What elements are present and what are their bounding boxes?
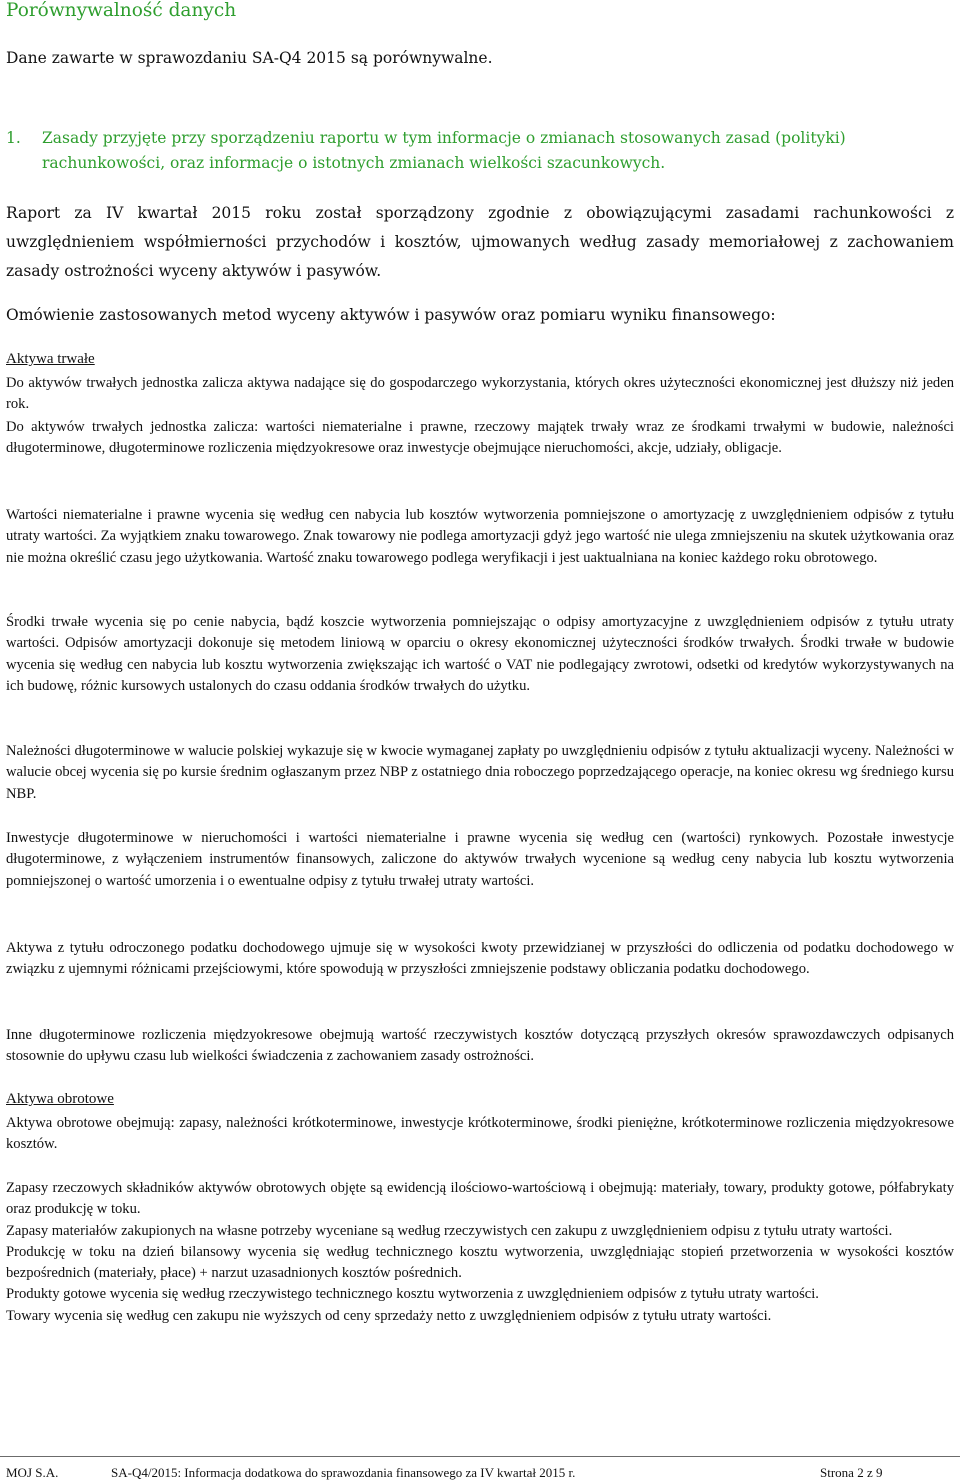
zapasy-paragraph: Produkty gotowe wycenia się według rzeczywistego technicznego kosztu wytworzenia z uwzględnieniem odpisów z tytułu utraty wartości. xyxy=(6,1286,819,1303)
aktywa-trwale-heading: Aktywa trwałe xyxy=(6,351,95,367)
section-heading-line-2: rachunkowości, oraz informacje o istotnych zmianach wielkości szacunkowych. xyxy=(42,154,666,172)
zapasy-paragraph: Zapasy rzeczowych składników aktywów obrotowych objęte są ewidencją ilościowo-wartościową i obejmują: materiały, towary, produkty gotowe, półfabrykaty oraz produkcję w toku. xyxy=(6,1180,954,1218)
footer-report-title: SA-Q4/2015: Informacja dodatkowa do sprawozdania finansowego za IV kwartał 2015 r. xyxy=(111,1465,576,1480)
zapasy-paragraph: Produkcję w toku na dzień bilansowy wycenia się według technicznego kosztu wytworzenia, uwzględniając stopień przetworzenia w wysokości kosztów bezpośrednich (materiały, płace) + narzut uzasadnionych kosztów pośrednich. xyxy=(6,1243,954,1282)
zapasy-paragraph: Towary wycenia się według cen zakupu nie wyższych od ceny sprzedaży netto z uwzględnieniem odpisów z tytułu utraty wartości. xyxy=(6,1307,772,1324)
aktywa-obrotowe-heading: Aktywa obrotowe xyxy=(6,1091,114,1107)
naleznosci-paragraph: Należności długoterminowe w walucie polskiej wykazuje się w kwocie wymaganej zapłaty po uwzględnieniu odpisów z tytułu aktualizacji wyceny. Należności w walucie obcej wycenia się po kursie średnim ogłaszanym przez NBP z ostatniego dnia roboczego poprzedzającego operacje, na koniec okresu wg średniego kursu NBP. xyxy=(6,743,954,802)
zapasy-block xyxy=(6,1178,954,1327)
footer-page-number: Strona 2 z 9 xyxy=(820,1465,883,1480)
footer-company: MOJ S.A. xyxy=(6,1465,59,1480)
inwestycje-paragraph: Inwestycje długoterminowe w nieruchomości i wartości niematerialne i prawne wycenia się według cen (wartości) rynkowych. Pozostałe inwestycje długoterminowe, z wyłączeniem instrumentów finansowych, zaliczone do aktywów trwałych wycenione są według ceny nabycia lub kosztu wytworzenia pomniejszonej o wartość umorzenia i o ewentualne odpisy z tytułu trwałej utraty wartości. xyxy=(6,830,954,889)
section-1-heading xyxy=(6,126,954,176)
inne-rozliczenia-paragraph: Inne długoterminowe rozliczenia międzyokresowe obejmują wartość rzeczywistych kosztów dotyczącą przyszłych okresów sprawozdawczych odpisanych stosownie do upływu czasu lub wielkości świadczenia z zachowaniem zasady ostrożności. xyxy=(6,1027,954,1065)
intro-text: Dane zawarte w sprawozdaniu SA-Q4 2015 są porównywalne. xyxy=(6,49,493,67)
page-title: Porównywalność danych xyxy=(6,0,237,21)
wartosci-niematerialne-paragraph: Wartości niematerialne i prawne wycenia się według cen nabycia lub kosztów wytworzenia pomniejszone o amortyzację z uwzględnieniem odpisów z tytułu utraty wartości. Za wyjątkiem znaku towarowego. Znak towarowy nie podlega amortyzacji gdyż jego wartość nie ulega zmniejszeniu na skutek użytkowania oraz nie można określić czasu jego użytkowania. Wartość znaku towarowego podlega weryfikacji i jest uaktualniana na koniec każdego roku obrotowego. xyxy=(6,507,954,566)
aktywa-trwale-paragraph-2: Do aktywów trwałych jednostka zalicza: wartości niematerialne i prawne, rzeczowy majątek trwały wraz ze środkami trwałymi w budowie, należności długoterminowe, długoterminowe rozliczenia międzyokresowe oraz inwestycje obejmujące nieruchomości, akcje, udziały, obligacje. xyxy=(6,419,954,457)
section-heading-line-1: Zasady przyjęte przy sporządzeniu raportu w tym informacje o zmianach stosowanych zasad (polityki) xyxy=(42,129,846,147)
aktywa-podatek-paragraph: Aktywa z tytułu odroczonego podatku dochodowego ujmuje się w wysokości kwoty przewidzianej w przyszłości do odliczenia od podatku dochodowego w związku z ujemnymi różnicami przejściowymi, które spowodują w przyszłości zmniejszenie podstawy obliczania podatku dochodowego. xyxy=(6,940,954,978)
page-footer xyxy=(0,1456,960,1484)
aktywa-trwale-paragraph-1: Do aktywów trwałych jednostka zalicza aktywa nadające się do gospodarczego wykorzystania, których okres użyteczności ekonomicznej jest dłuższy niż jeden rok. xyxy=(6,375,954,413)
srodki-trwale-paragraph: Środki trwałe wycenia się po cenie nabycia, bądź koszcie wytworzenia pomniejszając o odpisy amortyzacyjne z uwzględnieniem odpisów z tytułu utraty wartości. Odpisów amortyzacji dokonuje się metodem liniową w oparciu o okresy ekonomicznej użyteczności środków trwałych. Środki trwałe w budowie wycenia się według cen nabycia lub kosztu wytworzenia zwiększając ich wartość o VAT nie podlegający zwrotowi, odsetki od kredytów wykorzystywanych na ich budowę, różnic kursowych ustalonych do czasu oddania środków trwałych do użytku. xyxy=(6,614,954,694)
zapasy-paragraph: Zapasy materiałów zakupionych na własne potrzeby wyceniane są według rzeczywistych cen zakupu z uwzględnieniem odpisu z tytułu utraty wartości. xyxy=(6,1222,893,1239)
omowienie-heading: Omówienie zastosowanych metod wyceny aktywów i pasywów oraz pomiaru wyniku finansowego: xyxy=(6,306,776,324)
raport-paragraph: Raport za IV kwartał 2015 roku został sporządzony zgodnie z obowiązującymi zasadami rachunkowości z uwzględnieniem współmierności przychodów i kosztów, ujmowanych według zasady memoriałowej z zachowaniem zasady ostrożności wyceny aktywów i pasywów. xyxy=(6,204,954,280)
section-number: 1. xyxy=(6,129,21,147)
aktywa-obrotowe-paragraph: Aktywa obrotowe obejmują: zapasy, należności krótkoterminowe, inwestycje krótkoterminowe, środki pieniężne, krótkoterminowe rozliczenia międzyokresowe kosztów. xyxy=(6,1115,954,1153)
